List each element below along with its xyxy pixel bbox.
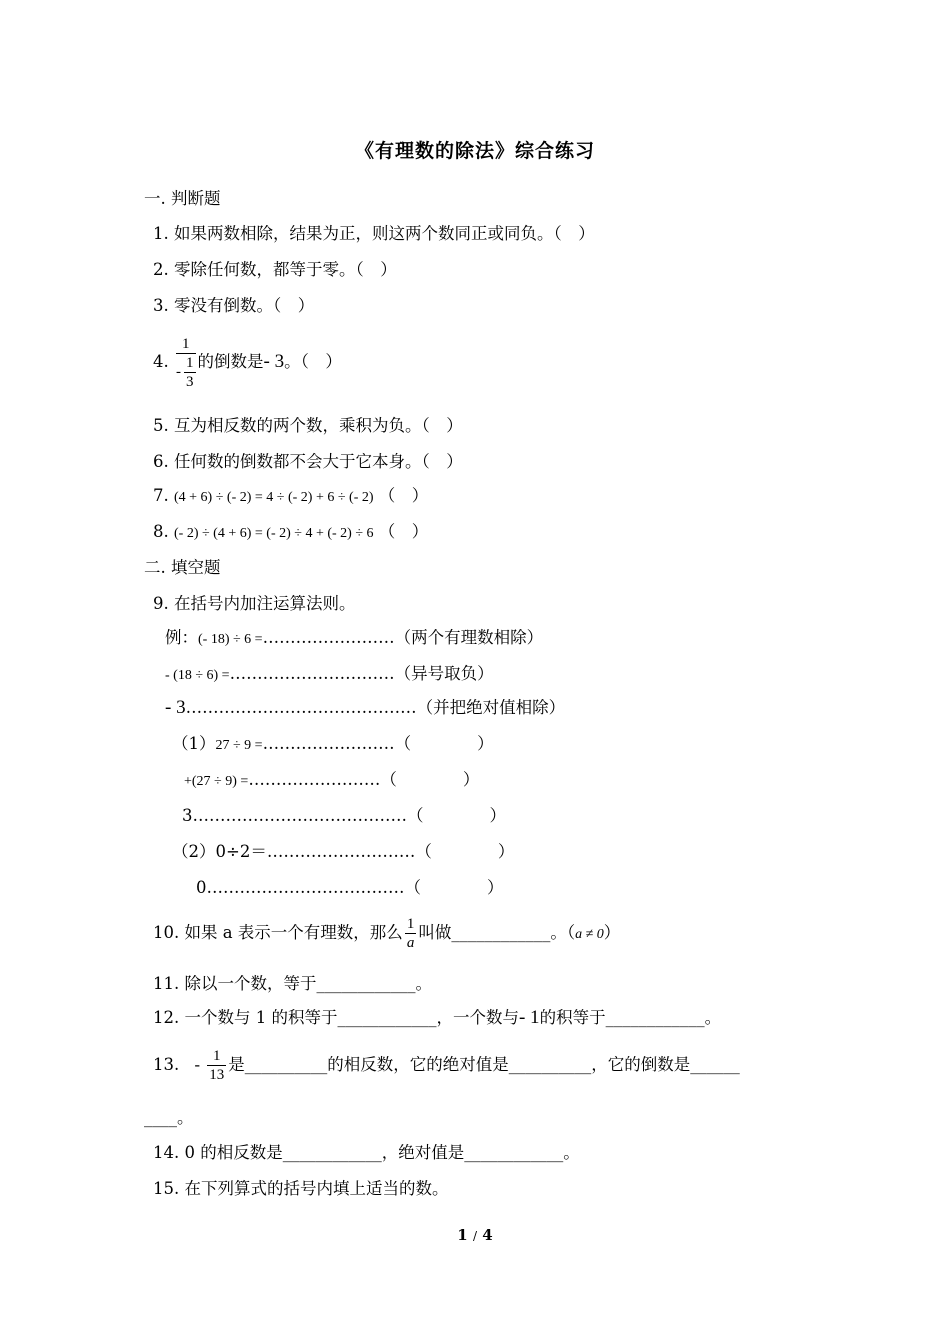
- question-7-expression: (4 + 6) ÷ (- 2) = 4 ÷ (- 2) + 6 ÷ (- 2): [174, 490, 374, 505]
- part-2-expression: 0÷2＝: [215, 842, 267, 861]
- question-13-minus: -: [194, 1055, 200, 1074]
- question-7: [153, 485, 428, 509]
- question-13-continuation: ____。: [144, 1108, 194, 1127]
- example-2-rule: （异号取负）: [394, 664, 494, 683]
- question-8-number: 8.: [153, 522, 169, 541]
- question-4: [153, 334, 342, 391]
- question-3: 3. 零没有倒数。（ ）: [153, 296, 315, 315]
- question-1: 1. 如果两数相除，结果为正，则这两个数同正或同负。（ ）: [153, 224, 595, 243]
- question-9-intro: 9. 在括号内加注运算法则。: [153, 594, 356, 613]
- part-2b-expression: 0: [196, 878, 207, 897]
- example-2-expression: - (18 ÷ 6) =: [165, 668, 230, 683]
- part-1c-expression: 3: [182, 806, 193, 825]
- question-8: [153, 521, 428, 545]
- part-2b-dots: ………………………………: [206, 878, 405, 897]
- question-9-part-1: [172, 733, 494, 757]
- part-1-label: （1）: [172, 734, 216, 753]
- example-1-rule: （两个有理数相除）: [394, 628, 544, 647]
- part-1-expression: 27 ÷ 9 =: [215, 738, 263, 753]
- example-3-rule: （并把绝对值相除）: [416, 698, 566, 717]
- question-4-number: 4.: [153, 352, 169, 371]
- page-title: 《有理数的除法》综合练习: [354, 140, 595, 162]
- example-1-expression: (- 18) ÷ 6 =: [198, 632, 263, 647]
- question-4-inner-numerator: 1: [186, 354, 194, 371]
- question-9-part-1b: [184, 769, 479, 793]
- question-6: 6. 任何数的倒数都不会大于它本身。（ ）: [153, 452, 463, 471]
- question-2: 2. 零除任何数，都等于零。（ ）: [153, 260, 397, 279]
- question-13: [153, 1043, 740, 1087]
- part-1c-dots: …………………………………: [192, 806, 407, 825]
- page-separator: /: [472, 1229, 478, 1243]
- question-4-outer-numerator: 1: [182, 335, 190, 352]
- part-1-dots: ……………………: [262, 734, 395, 753]
- question-10-denominator: a: [406, 935, 415, 951]
- question-7-tail: （ ）: [378, 486, 429, 505]
- question-12-text: 12. 一个数与 1 的积等于____________，一个数与: [153, 1008, 519, 1027]
- question-9-example-line-2: [165, 663, 494, 687]
- question-7-number: 7.: [153, 486, 169, 505]
- question-4-minus: -: [176, 364, 181, 380]
- part-1c-answer-blank[interactable]: （ ）: [407, 806, 506, 825]
- section-heading-fill-in: 二. 填空题: [144, 558, 221, 577]
- question-9-part-2: [172, 841, 514, 863]
- question-10-close: ）: [603, 923, 621, 942]
- question-4-tail: 。（ ）: [284, 352, 342, 371]
- question-4-inner-denominator: 3: [186, 373, 194, 390]
- example-3-dots: ……………………………………: [185, 698, 417, 717]
- example-3-expression: - 3: [165, 697, 186, 718]
- question-4-complex-fraction: [176, 335, 196, 391]
- part-2-label: （2）: [172, 842, 216, 861]
- page-total: 4: [482, 1226, 493, 1244]
- section-heading-judgement: 一. 判断题: [144, 189, 221, 208]
- page-number: 1: [457, 1226, 468, 1244]
- part-1b-dots: ……………………: [248, 770, 381, 789]
- question-13-numerator: 1: [213, 1048, 221, 1064]
- question-9-part-1c: [182, 805, 506, 827]
- example-label: 例：: [165, 628, 198, 647]
- question-15: 15. 在下列算式的括号内填上适当的数。: [153, 1179, 449, 1198]
- part-2-dots: ………………………: [266, 842, 416, 861]
- question-4-text: 的倒数是: [197, 352, 264, 371]
- question-9-example-line-1: [165, 627, 543, 651]
- question-9-part-2b: [196, 877, 504, 899]
- question-13-text: 是__________的相反数，它的绝对值是__________，它的倒数是______: [228, 1055, 740, 1074]
- part-1b-expression: +(27 ÷ 9) =: [184, 774, 249, 789]
- question-12: [153, 1007, 721, 1029]
- question-4-value: - 3: [263, 351, 285, 372]
- example-2-dots: …………………………: [229, 664, 395, 683]
- question-5: 5. 互为相反数的两个数，乘积为负。（ ）: [153, 416, 463, 435]
- question-12-tail: 的积等于____________。: [539, 1008, 722, 1027]
- question-10-text: 10. 如果 a 表示一个有理数，那么: [153, 923, 403, 942]
- question-10-blank-text: 叫做____________。（: [418, 923, 576, 942]
- part-2-answer-blank[interactable]: （ ）: [415, 842, 515, 861]
- question-13-denominator: 13: [209, 1067, 225, 1083]
- question-13-number: 13.: [153, 1055, 180, 1074]
- question-8-tail: （ ）: [378, 522, 429, 541]
- question-10-condition: a ≠ 0: [575, 927, 604, 942]
- question-8-expression: (- 2) ÷ (4 + 6) = (- 2) ÷ 4 + (- 2) ÷ 6: [174, 526, 374, 541]
- question-12-value: - 1: [518, 1007, 540, 1028]
- part-1b-answer-blank[interactable]: （ ）: [380, 770, 480, 789]
- part-2b-answer-blank[interactable]: （ ）: [404, 878, 504, 897]
- page-footer: [0, 1226, 950, 1244]
- question-10-numerator: 1: [406, 916, 415, 932]
- question-10: [153, 911, 620, 957]
- part-1-answer-blank[interactable]: （ ）: [394, 734, 494, 753]
- question-14: 14. 0 的相反数是____________，绝对值是____________。: [153, 1143, 580, 1162]
- example-1-dots: ……………………: [262, 628, 395, 647]
- question-9-example-line-3: [165, 697, 565, 719]
- question-11: 11. 除以一个数，等于____________。: [153, 974, 432, 993]
